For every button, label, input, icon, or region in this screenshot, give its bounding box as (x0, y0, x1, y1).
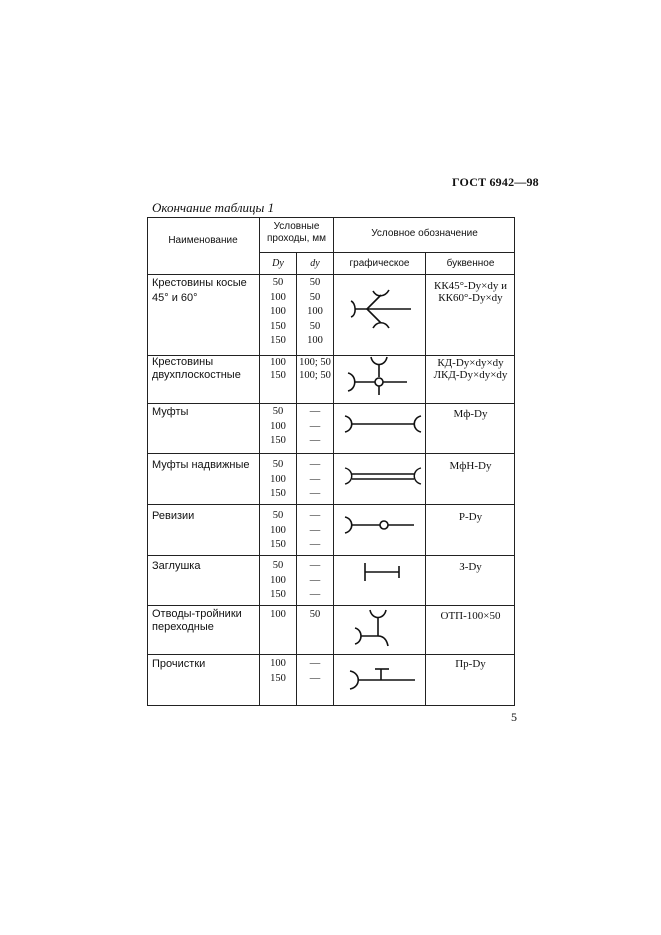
row-6-name: Заглушка (152, 560, 201, 572)
plug-symbol (361, 561, 405, 585)
cleanout-symbol (347, 661, 421, 693)
row-8-Dy-1: 150 (270, 672, 286, 684)
row-7-name-line2: переходные (152, 621, 214, 633)
row-8-name: Прочистки (152, 658, 206, 670)
header-graphic: графическое (349, 258, 410, 269)
header-passages (260, 221, 333, 245)
header-designation: Условное обозначение (371, 228, 478, 239)
row-2-dy-0: 100; 50 (299, 357, 331, 368)
row-2-name-line2: двухплоскостные (152, 369, 241, 381)
row-4-dy (297, 458, 333, 502)
row-1-name-line1: Крестовины косые (152, 277, 247, 289)
row-2-Dy (260, 356, 296, 382)
row-6-dy (297, 559, 333, 603)
slip-coupling-symbol (342, 465, 424, 489)
standard-code: ГОСТ 6942—98 (452, 175, 539, 189)
row-1-name (152, 276, 247, 305)
row-4-dy-1: — (309, 473, 321, 485)
row-5-dy-2: — (309, 539, 321, 550)
row-2-Dy-1: 150 (270, 370, 286, 381)
page-number: 5 (511, 710, 517, 724)
row-4-Dy-2: 150 (270, 488, 286, 499)
row-6-Dy-2: 150 (270, 589, 286, 600)
row-2-dy-1: 100; 50 (299, 370, 331, 381)
row-6-dy-1: — (309, 574, 321, 586)
row-3-dy-2: — (309, 435, 321, 446)
header-name: Наименование (168, 235, 238, 246)
row-2-Dy-0: 100 (270, 357, 286, 368)
row-1-dy (297, 276, 333, 349)
row-3-dy (297, 405, 333, 449)
row-6-code: З-Dy (459, 561, 482, 573)
row-3-code: Мф-Dy (453, 408, 488, 420)
row-2-name (152, 356, 241, 382)
row-7-code: ОТП-100×50 (440, 610, 501, 622)
row-6-dy-0: — (309, 560, 321, 571)
oblique-cross-symbol (347, 285, 413, 331)
row-5-dy-0: — (309, 510, 321, 521)
row-5-Dy (260, 509, 296, 553)
row-3-dy-0: — (309, 406, 321, 417)
row-7-name-line1: Отводы-тройники (152, 608, 242, 620)
row-4-name: Муфты надвижные (152, 459, 250, 471)
header-dy: dy (310, 258, 320, 269)
revision-symbol (342, 514, 420, 538)
row-1-Dy-4: 150 (270, 335, 286, 346)
row-7-Dy: 100 (270, 609, 286, 620)
row-3-Dy-0: 50 (272, 406, 284, 417)
row-2-dy (297, 356, 333, 382)
row-1-dy-1: 50 (309, 291, 321, 303)
row-5-Dy-2: 150 (270, 539, 286, 550)
row-2-code-line1: КД-Dy×dy×dy (437, 357, 504, 369)
row-1-Dy (260, 276, 296, 349)
row-3-name: Муфты (152, 406, 189, 418)
symbols-table (147, 217, 515, 706)
row-7-dy: 50 (309, 609, 321, 620)
row-3-Dy-1: 100 (270, 420, 286, 432)
row-4-dy-0: — (309, 459, 321, 470)
row-4-Dy (260, 458, 296, 502)
two-plane-cross-symbol (345, 355, 415, 401)
coupling-symbol (342, 413, 424, 437)
row-1-Dy-3: 150 (270, 320, 286, 332)
row-5-dy-1: — (309, 524, 321, 536)
header-Dy: Dy (272, 258, 284, 269)
table-caption: Окончание таблицы 1 (152, 200, 275, 215)
row-8-Dy (260, 657, 296, 686)
row-4-dy-2: — (309, 488, 321, 499)
row-4-code: МфН-Dy (449, 460, 492, 472)
row-4-Dy-1: 100 (270, 473, 286, 485)
row-1-dy-3: 50 (309, 320, 321, 332)
row-6-Dy (260, 559, 296, 603)
row-1-Dy-2: 100 (270, 306, 286, 317)
row-8-dy (297, 657, 333, 686)
row-1-dy-4: 100 (307, 335, 323, 346)
row-1-name-line2: 45° и 60° (152, 291, 198, 304)
row-1-dy-0: 50 (309, 277, 321, 288)
row-8-Dy-0: 100 (270, 658, 286, 669)
row-8-dy-0: — (309, 658, 321, 669)
row-2-name-line1: Крестовины (152, 356, 214, 368)
row-5-Dy-1: 100 (270, 524, 286, 536)
row-8-code: Пр-Dy (455, 658, 486, 670)
row-6-Dy-1: 100 (270, 574, 286, 586)
row-2-code-line2: ЛКД-Dy×dy×dy (433, 369, 508, 381)
row-5-code: Р-Dy (458, 511, 483, 523)
row-6-dy-2: — (309, 589, 321, 600)
row-3-Dy-2: 150 (270, 435, 286, 446)
header-passages-line1: Условные (273, 221, 320, 232)
header-letter: буквенное (446, 258, 495, 269)
row-1-code (426, 280, 515, 304)
row-8-dy-1: — (309, 672, 321, 684)
row-3-dy-1: — (309, 420, 321, 432)
row-5-name: Ревизии (152, 510, 195, 522)
row-5-dy (297, 509, 333, 553)
row-1-code-line2: КК60°-Dy×dy (438, 292, 503, 304)
row-2-code (426, 357, 515, 381)
row-4-Dy-0: 50 (272, 459, 284, 470)
reducing-tee-bend-symbol (352, 606, 402, 652)
row-1-dy-2: 100 (307, 306, 323, 317)
row-1-Dy-1: 100 (270, 291, 286, 303)
header-passages-line2: проходы, мм (267, 233, 326, 244)
row-1-code-line1: КК45°-Dy×dy и (433, 280, 508, 292)
row-3-Dy (260, 405, 296, 449)
row-7-name (152, 608, 242, 634)
row-1-Dy-0: 50 (272, 277, 284, 288)
row-5-Dy-0: 50 (272, 510, 284, 521)
row-6-Dy-0: 50 (272, 560, 284, 571)
